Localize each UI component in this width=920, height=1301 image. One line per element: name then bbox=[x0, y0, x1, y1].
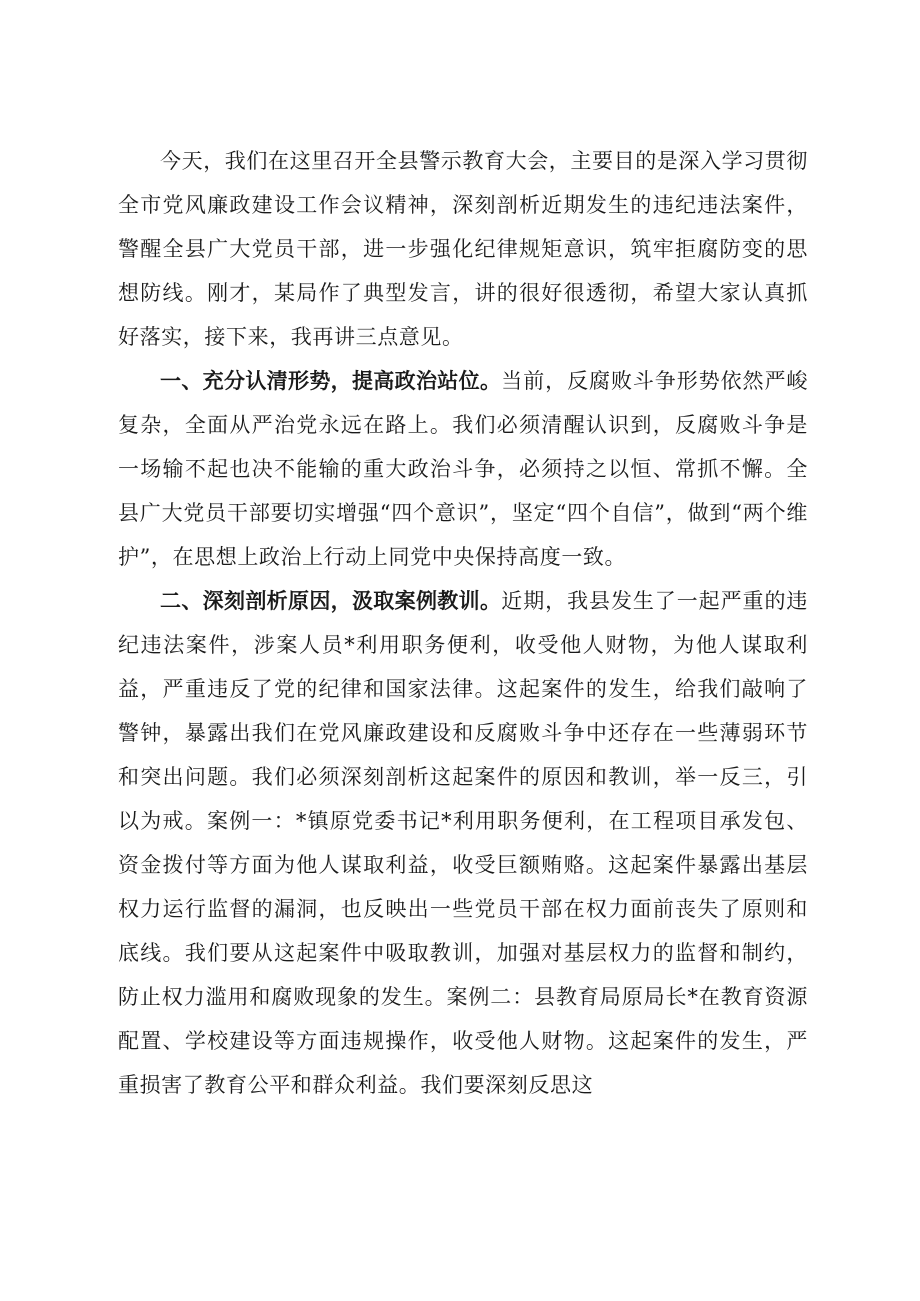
section-one-text: 当前，反腐败斗争形势依然严峻复杂，全面从严治党永远在路上。我们必须清醒认识到，反腐败斗争是一场输不起也决不能输的重大政治斗争，必须持之以恒、常抓不懈。全县广大党员干部要切实增强“四个意识”，坚定“四个自信”，做到“两个维护”，在思想上政治上行动上同党中央保持高度一致。 bbox=[118, 369, 808, 569]
section-two-paragraph bbox=[118, 579, 808, 1107]
intro-paragraph-text: 今天，我们在这里召开全县警示教育大会，主要目的是深入学习贯彻全市党风廉政建设工作会议精神，深刻剖析近期发生的违纪违法案件，警醒全县广大党员干部，进一步强化纪律规矩意识，筑牢拒腐防变的思想防线。刚才，某局作了典型发言，讲的很好很透彻，希望大家认真抓好落实，接下来，我再讲三点意见。 bbox=[118, 149, 808, 349]
section-two-text: 近期，我县发生了一起严重的违纪违法案件，涉案人员*利用职务便利，收受他人财物，为他人谋取利益，严重违反了党的纪律和国家法律。这起案件的发生，给我们敲响了警钟，暴露出我们在党风廉政建设和反腐败斗争中还存在一些薄弱环节和突出问题。我们必须深刻剖析这起案件的原因和教训，举一反三，引以为戒。案例一：*镇原党委书记*利用职务便利，在工程项目承发包、资金拨付等方面为他人谋取利益，收受巨额贿赂。这起案件暴露出基层权力运行监督的漏洞，也反映出一些党员干部在权力面前丧失了原则和底线。我们要从这起案件中吸取教训，加强对基层权力的监督和制约，防止权力滥用和腐败现象的发生。案例二：县教育局原局长*在教育资源配置、学校建设等方面违规操作，收受他人财物。这起案件的发生，严重损害了教育公平和群众利益。我们要深刻反思这 bbox=[118, 589, 808, 1097]
intro-paragraph bbox=[118, 139, 808, 359]
section-one-heading: 一、充分认清形势，提高政治站位。 bbox=[160, 369, 502, 393]
document-body bbox=[118, 139, 808, 1107]
section-one-paragraph bbox=[118, 359, 808, 579]
section-two-heading: 二、深刻剖析原因，汲取案例教训。 bbox=[160, 589, 502, 613]
